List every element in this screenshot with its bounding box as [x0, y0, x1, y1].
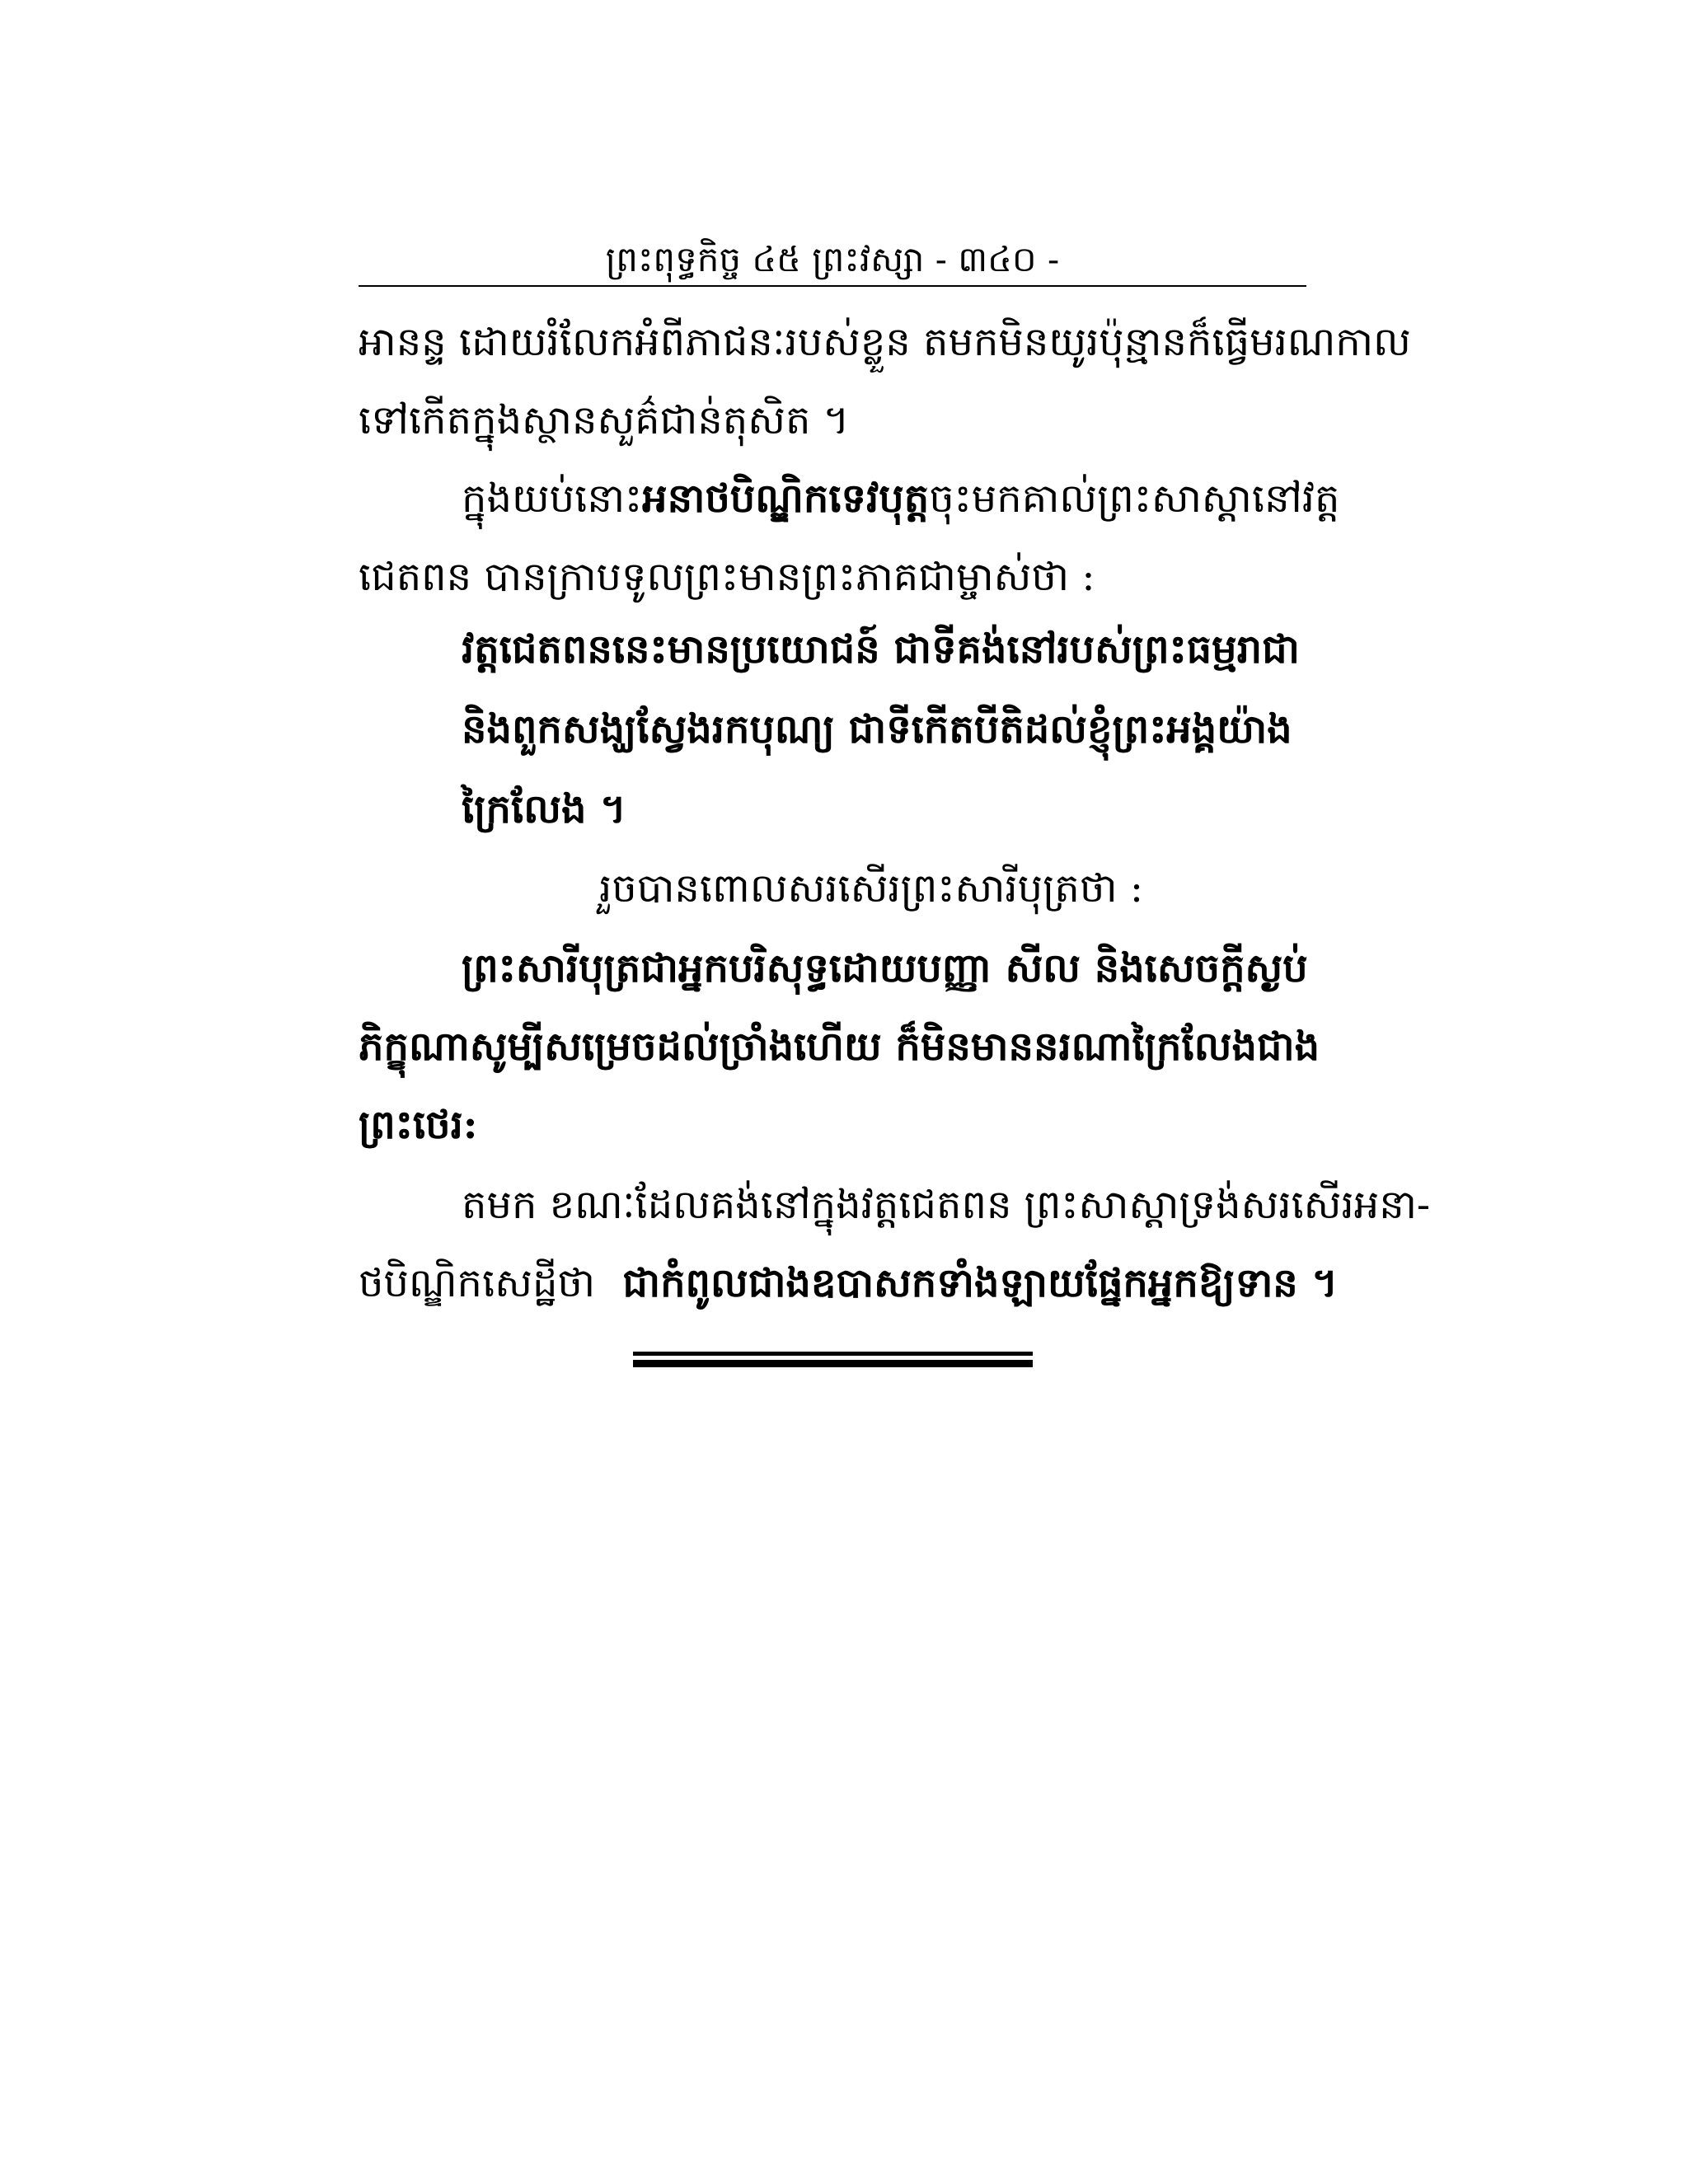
paragraph-2-lead: ក្នុងយប់នោះ [462, 476, 643, 522]
paragraph-2-rest: ចុះមកគាល់ព្រះសាស្តានៅវត្ត [929, 476, 1340, 522]
verse-1-line-3: ក្រៃលែង ។ [462, 786, 626, 832]
paragraph-4-line-2 [359, 1250, 1339, 1316]
verse-1-line-2: និងពួកសង្ឃស្វែងរកបុណ្យ ជាទីកើតបីតិដល់ខ្ញុំព្រះអង្គយ៉ាង [462, 706, 1292, 752]
verse-1-line-1: វត្តជេតពននេះមានប្រយោជន៍ ជាទីគង់នៅរបស់ព្រះធម្មរាជា [462, 626, 1300, 673]
verse-2-line-1: ព្រះសារីបុត្រជាអ្នកបរិសុទ្ធដោយបញ្ញា សីល និងសេចក្ដីស្ងប់ [462, 945, 1308, 991]
paragraph-2-line-1 [359, 466, 1340, 532]
end-ornament-rule-top [633, 1352, 1033, 1356]
paragraph-4-line-1: តមក ខណៈដែលគង់នៅក្នុងវត្តជេតពន ព្រះសាស្តាទ្រង់សរសើរអនា- [462, 1182, 1431, 1228]
verse-2-line-3: ព្រះថេរ: [359, 1102, 478, 1148]
header-rule [359, 285, 1306, 287]
paragraph-1-line-1: អានន្ទ ដោយរំលែកអំពីភាជនៈរបស់ខ្លួន តមកមិនយូរប៉ុន្មានក៏ធ្វើមរណកាល [359, 319, 1411, 365]
paragraph-2-bold-name: អនាថបិណ្ឌិកទេវបុត្ត [642, 476, 930, 522]
paragraph-1-line-2: ទៅកើតក្នុងស្ថានសួគ៌ជាន់តុសិត ។ [359, 397, 850, 443]
paragraph-4-bold-text: ជាកំពូលជាងឧបាសកទាំងឡាយផ្នែកអ្នកឱ្យទាន ។ [622, 1260, 1339, 1306]
running-header: ព្រះពុទ្ធកិច្ច ៤៥ ព្រះវស្សា - ៣៤០ - [605, 239, 1060, 279]
verse-2-line-2: ភិក្ខុណាសូម្បីសម្រេចដល់ច្រាំងហើយ ក៏មិនមាននរណាក្រៃលែងជាង [359, 1024, 1320, 1070]
end-ornament-rule-bottom [633, 1360, 1033, 1367]
paragraph-3: រួចបានពោលសរសើរព្រះសារីបុត្រថា : [599, 865, 1144, 912]
paragraph-4-lead: ថបិណ្ឌិកសេដ្ឋីថា [359, 1260, 596, 1306]
paragraph-2-line-2: ជេតពន បានក្រាបទូលព្រះមានព្រះភាគជាម្ចាស់ថា : [359, 554, 1095, 600]
